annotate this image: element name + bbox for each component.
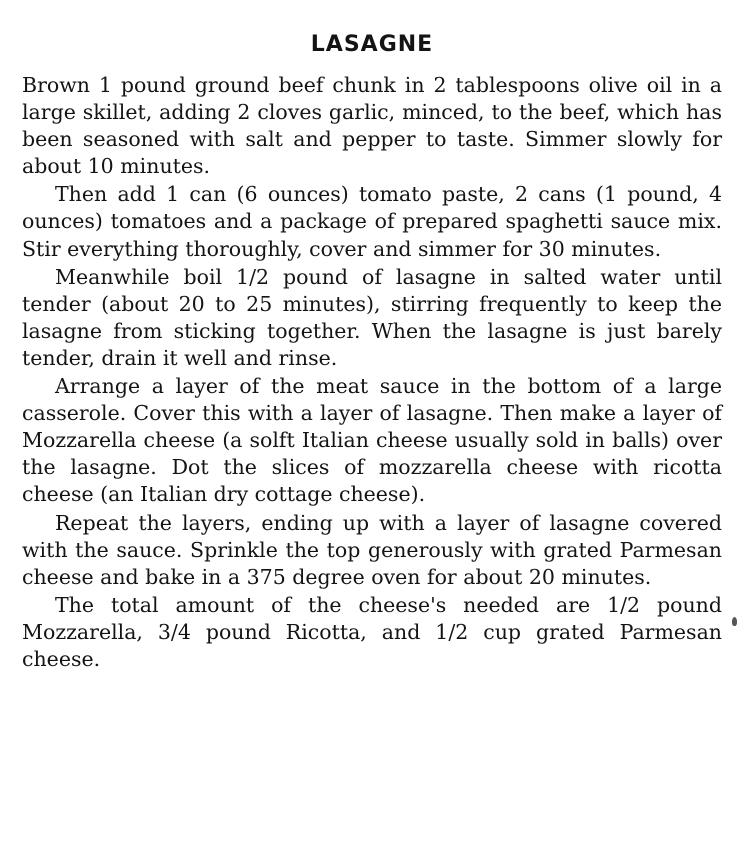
recipe-title: LASAGNE bbox=[310, 32, 434, 57]
step-paragraph-4: Arrange a layer of the meat sauce in the bottom of a large casserole. Cover this with a layer of lasagne. Then make a layer of Mozzarella cheese (a solft Italian cheese usually sold in balls) over the lasagne. Dot the slices of mozzarella cheese with ricotta cheese (an Italian dry cottage cheese). bbox=[22, 374, 722, 507]
recipe-card bbox=[22, 30, 722, 673]
step-paragraph-3: Meanwhile boil 1/2 pound of lasagne in salted water until tender (about 20 to 25 minutes), stirring frequently to keep the lasagne from sticking together. When the lasagne is just barely tender, drain it well and rinse. bbox=[22, 264, 722, 370]
step-paragraph-6: The total amount of the cheese's needed are 1/2 pound Mozzarella, 3/4 pound Ricotta, and 1/2 cup grated Parmesan cheese. bbox=[22, 592, 722, 671]
step-paragraph-5: Repeat the layers, ending up with a layer of lasagne covered with the sauce. Sprinkle the top generously with grated Parmesan cheese and bake in a 375 degree oven for about 20 minutes. bbox=[22, 510, 722, 589]
step-paragraph-1: Brown 1 pound ground beef chunk in 2 tablespoons olive oil in a large skillet, adding 2 cloves garlic, minced, to the beef, which has been seasoned with salt and pepper to taste. Simmer slowly for about 10 minutes. bbox=[22, 73, 722, 179]
step-paragraph-2: Then add 1 can (6 ounces) tomato paste, 2 cans (1 pound, 4 ounces) tomatoes and a package of prepared spaghetti sauce mix. Stir everything thoroughly, cover and simmer for 30 minutes. bbox=[22, 182, 722, 261]
ink-speck bbox=[732, 617, 737, 626]
